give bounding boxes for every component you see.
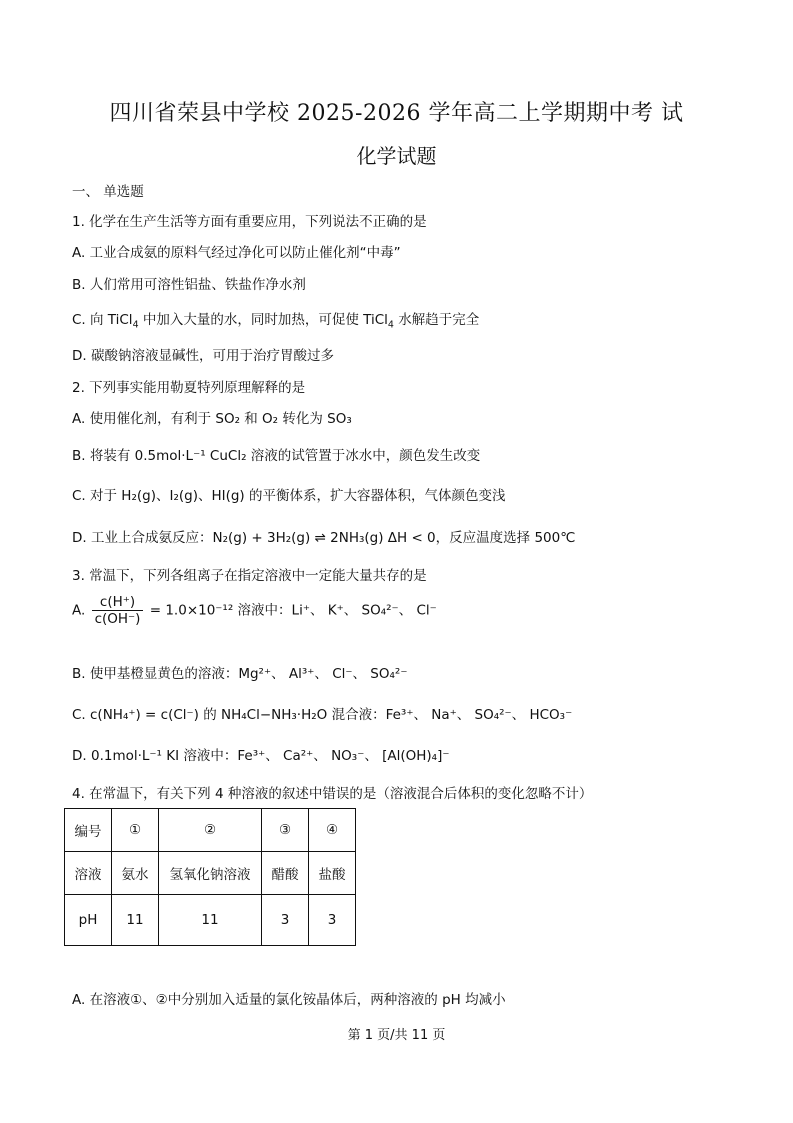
table-cell: 3 (262, 895, 309, 946)
question-2-option-c: C. 对于 H₂(g)、I₂(g)、HI(g) 的平衡体系，扩大容器体积，气体颜色变浅 (72, 488, 506, 504)
table-cell: 11 (159, 895, 262, 946)
question-1-option-c-part1: C. 向 TiCl (72, 312, 133, 328)
exam-subtitle: 化学试题 (356, 144, 437, 168)
question-3-option-d: D. 0.1mol·L⁻¹ KI 溶液中：Fe³⁺、 Ca²⁺、 NO₃⁻、 [Al(OH)₄]⁻ (72, 748, 450, 764)
question-2-option-d: D. 工业上合成氨反应：N₂(g) + 3H₂(g) ⇌ 2NH₃(g) ΔH < 0，反应温度选择 500℃ (72, 530, 576, 546)
table-cell: 3 (309, 895, 356, 946)
question-2-stem: 2. 下列事实能用勒夏特列原理解释的是 (72, 380, 306, 396)
section-heading: 一、 单选题 (72, 184, 144, 200)
table-cell: pH (65, 895, 112, 946)
table-cell: 盐酸 (309, 852, 356, 895)
question-3-stem: 3. 常温下，下列各组离子在指定溶液中一定能大量共存的是 (72, 568, 427, 584)
exam-title: 四川省荣县中学校 2025-2026 学年高二上学期期中考 试 (109, 101, 684, 126)
table-cell: 氢氧化钠溶液 (159, 852, 262, 895)
solution-table (64, 808, 356, 946)
question-1-stem: 1. 化学在生产生活等方面有重要应用，下列说法不正确的是 (72, 214, 427, 230)
question-3-option-a-text: = 1.0×10⁻¹² 溶液中：Li⁺、 K⁺、 SO₄²⁻、 Cl⁻ (145, 602, 437, 619)
table-row (65, 809, 356, 852)
question-4-stem: 4. 在常温下，有关下列 4 种溶液的叙述中错误的是（溶液混合后体积的变化忽略不计） (72, 786, 593, 802)
question-3-option-b: B. 使甲基橙显黄色的溶液：Mg²⁺、 Al³⁺、 Cl⁻、 SO₄²⁻ (72, 666, 408, 682)
question-1-option-c-sub1: 4 (132, 319, 139, 331)
table-cell: ③ (262, 809, 309, 852)
question-2-option-b: B. 将装有 0.5mol·L⁻¹ CuCl₂ 溶液的试管置于冰水中，颜色发生改变 (72, 448, 481, 464)
question-1-option-d: D. 碳酸钠溶液显碱性，可用于治疗胃酸过多 (72, 348, 334, 364)
table-cell: 11 (112, 895, 159, 946)
question-1-option-c (72, 308, 479, 331)
table-cell: ② (159, 809, 262, 852)
question-3-option-c: C. c(NH₄⁺) = c(Cl⁻) 的 NH₄Cl−NH₃·H₂O 混合液：Fe³⁺、 Na⁺、 SO₄²⁻、 HCO₃⁻ (72, 707, 573, 723)
table-row (65, 895, 356, 946)
table-cell: 编号 (65, 809, 112, 852)
question-2-option-a: A. 使用催化剂，有利于 SO₂ 和 O₂ 转化为 SO₃ (72, 411, 352, 427)
question-1-option-c-sub2: 4 (387, 319, 394, 331)
table-cell: ① (112, 809, 159, 852)
fraction-numerator: c(H⁺) (92, 594, 144, 611)
question-1-option-a: A. 工业合成氨的原料气经过净化可以防止催化剂“中毒” (72, 245, 401, 261)
question-3-option-a-label: A. (72, 602, 86, 619)
question-1-option-c-part2: 中加入大量的水，同时加热，可促使 TiCl (138, 312, 388, 328)
concentration-ratio-fraction (92, 594, 144, 627)
table-cell: 溶液 (65, 852, 112, 895)
question-3-option-a (72, 594, 437, 627)
question-1-option-b: B. 人们常用可溶性铝盐、铁盐作净水剂 (72, 277, 306, 293)
question-1-option-c-part3: 水解趋于完全 (393, 312, 480, 328)
table-row (65, 852, 356, 895)
fraction-denominator: c(OH⁻) (94, 611, 141, 627)
table-cell: ④ (309, 809, 356, 852)
table-cell: 醋酸 (262, 852, 309, 895)
page-footer: 第 1 页/共 11 页 (347, 1028, 446, 1043)
table-cell: 氨水 (112, 852, 159, 895)
question-4-option-a: A. 在溶液①、②中分别加入适量的氯化铵晶体后，两种溶液的 pH 均减小 (72, 992, 506, 1008)
